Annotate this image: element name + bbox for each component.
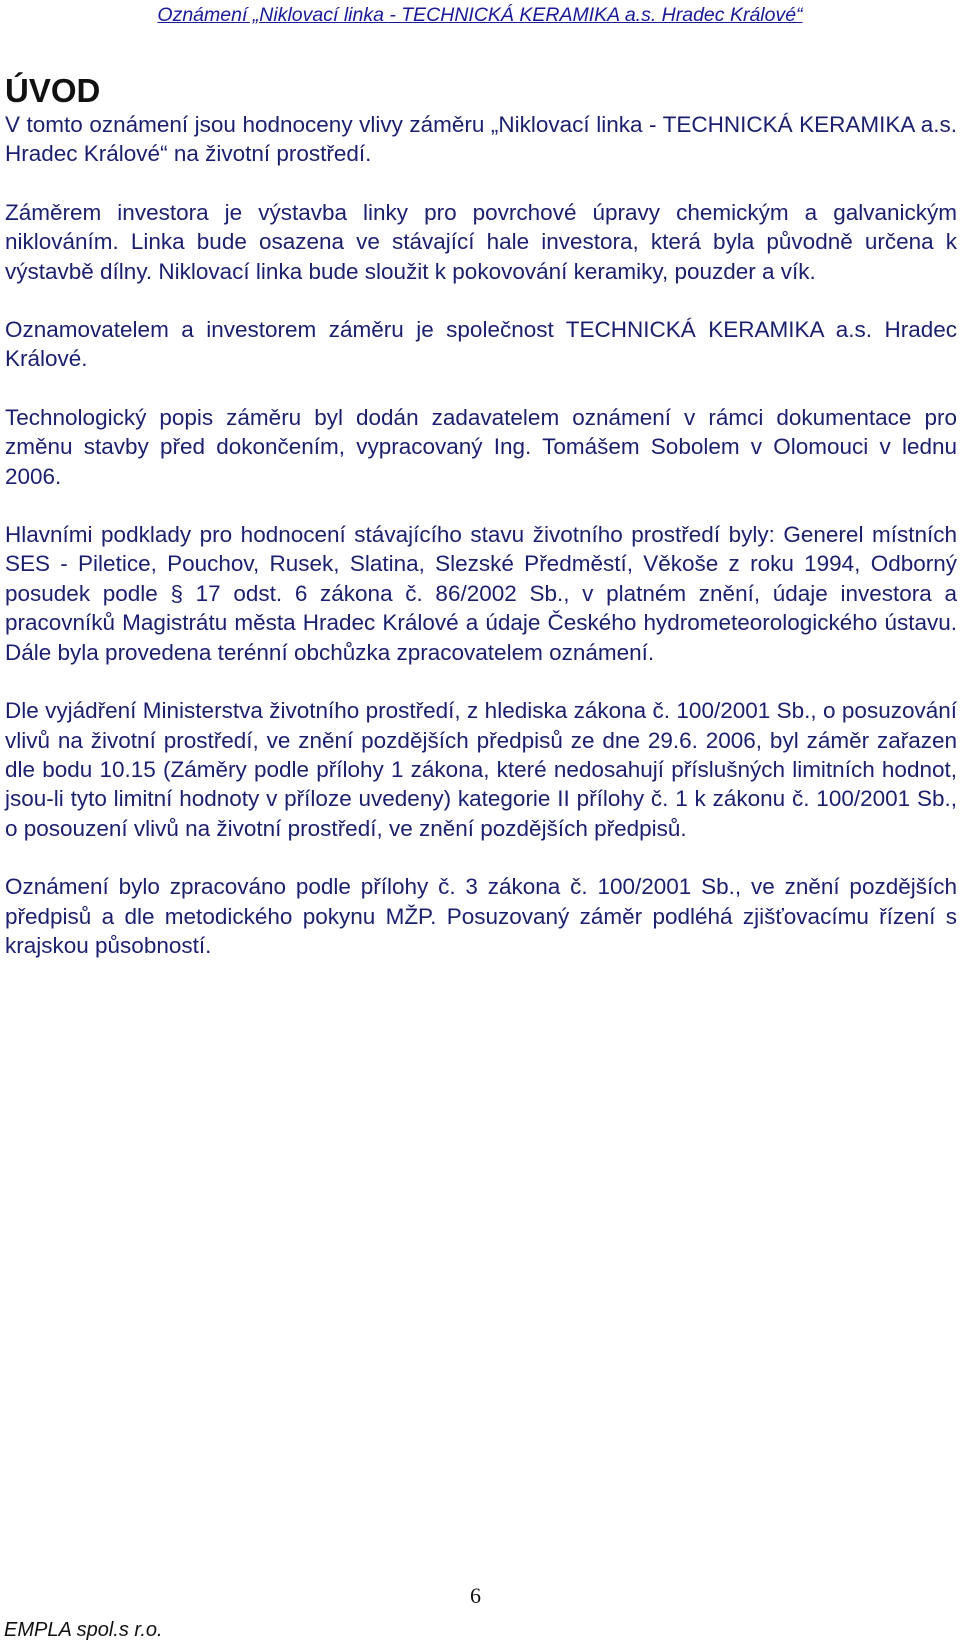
paragraph-technology-description: Technologický popis záměru byl dodán zadavatelem oznámení v rámci dokumentace pro změnu stavby před dokončením, vypracovaný Ing. Tomášem Sobolem v Olomouci v lednu 2006. <box>5 404 957 489</box>
page-header-title: Oznámení „Niklovací linka - TECHNICKÁ KERAMIKA a.s. Hradec Králové“ <box>157 4 803 26</box>
document-body <box>5 72 957 989</box>
paragraph-project-purpose: Záměrem investora je výstavba linky pro povrchové úpravy chemickým a galvanickým niklováním. Linka bude osazena ve stávající hale investora, která byla původně určena k výstavbě dílny. Niklovací linka bude sloužit k pokovování keramiky, pouzder a vík. <box>5 199 957 284</box>
section-heading: ÚVOD <box>5 72 101 109</box>
footer-company: EMPLA spol.s r.o. <box>4 1619 163 1641</box>
paragraph-main-sources: Hlavními podklady pro hodnocení stávajícího stavu životního prostředí byly: Generel místních SES - Piletice, Pouchov, Rusek, Slatina, Slezské Předměstí, Věkoše z roku 1994, Odborný posudek podle § 17 odst. 6 zákona č. 86/2002 Sb., v platném znění, údaje investora a pracovníků Magistrátu města Hradec Králové a údaje Českého hydrometeorologického ústavu. Dále byla provedena terénní obchůzka zpracovatelem oznámení. <box>5 522 957 665</box>
paragraph-intro: V tomto oznámení jsou hodnoceny vlivy záměru „Niklovací linka - TECHNICKÁ KERAMIKA a.s. Hradec Králové“ na životní prostředí. <box>5 112 957 167</box>
paragraph-processing-basis: Oznámení bylo zpracováno podle přílohy č. 3 zákona č. 100/2001 Sb., ve znění pozdějších předpisů a dle metodického pokynu MŽP. Posuzovaný záměr podléhá zjišťovacímu řízení s krajskou působností. <box>5 874 957 958</box>
paragraph-notifier: Oznamovatelem a investorem záměru je společnost TECHNICKÁ KERAMIKA a.s. Hradec Králové. <box>5 317 957 372</box>
page-number: 6 <box>470 1583 481 1608</box>
paragraph-ministry-statement: Dle vyjádření Ministerstva životního prostředí, z hlediska zákona č. 100/2001 Sb., o posuzování vlivů na životní prostředí, ve znění pozdějších předpisů ze dne 29.6. 2006, byl záměr zařazen dle bodu 10.15 (Záměry podle přílohy 1 zákona, které nedosahují příslušných limitních hodnot, jsou-li tyto limitní hodnoty v příloze uvedeny) kategorie II přílohy č. 1 k zákonu č. 100/2001 Sb., o posouzení vlivů na životní prostředí, ve znění pozdějších předpisů. <box>5 698 957 841</box>
